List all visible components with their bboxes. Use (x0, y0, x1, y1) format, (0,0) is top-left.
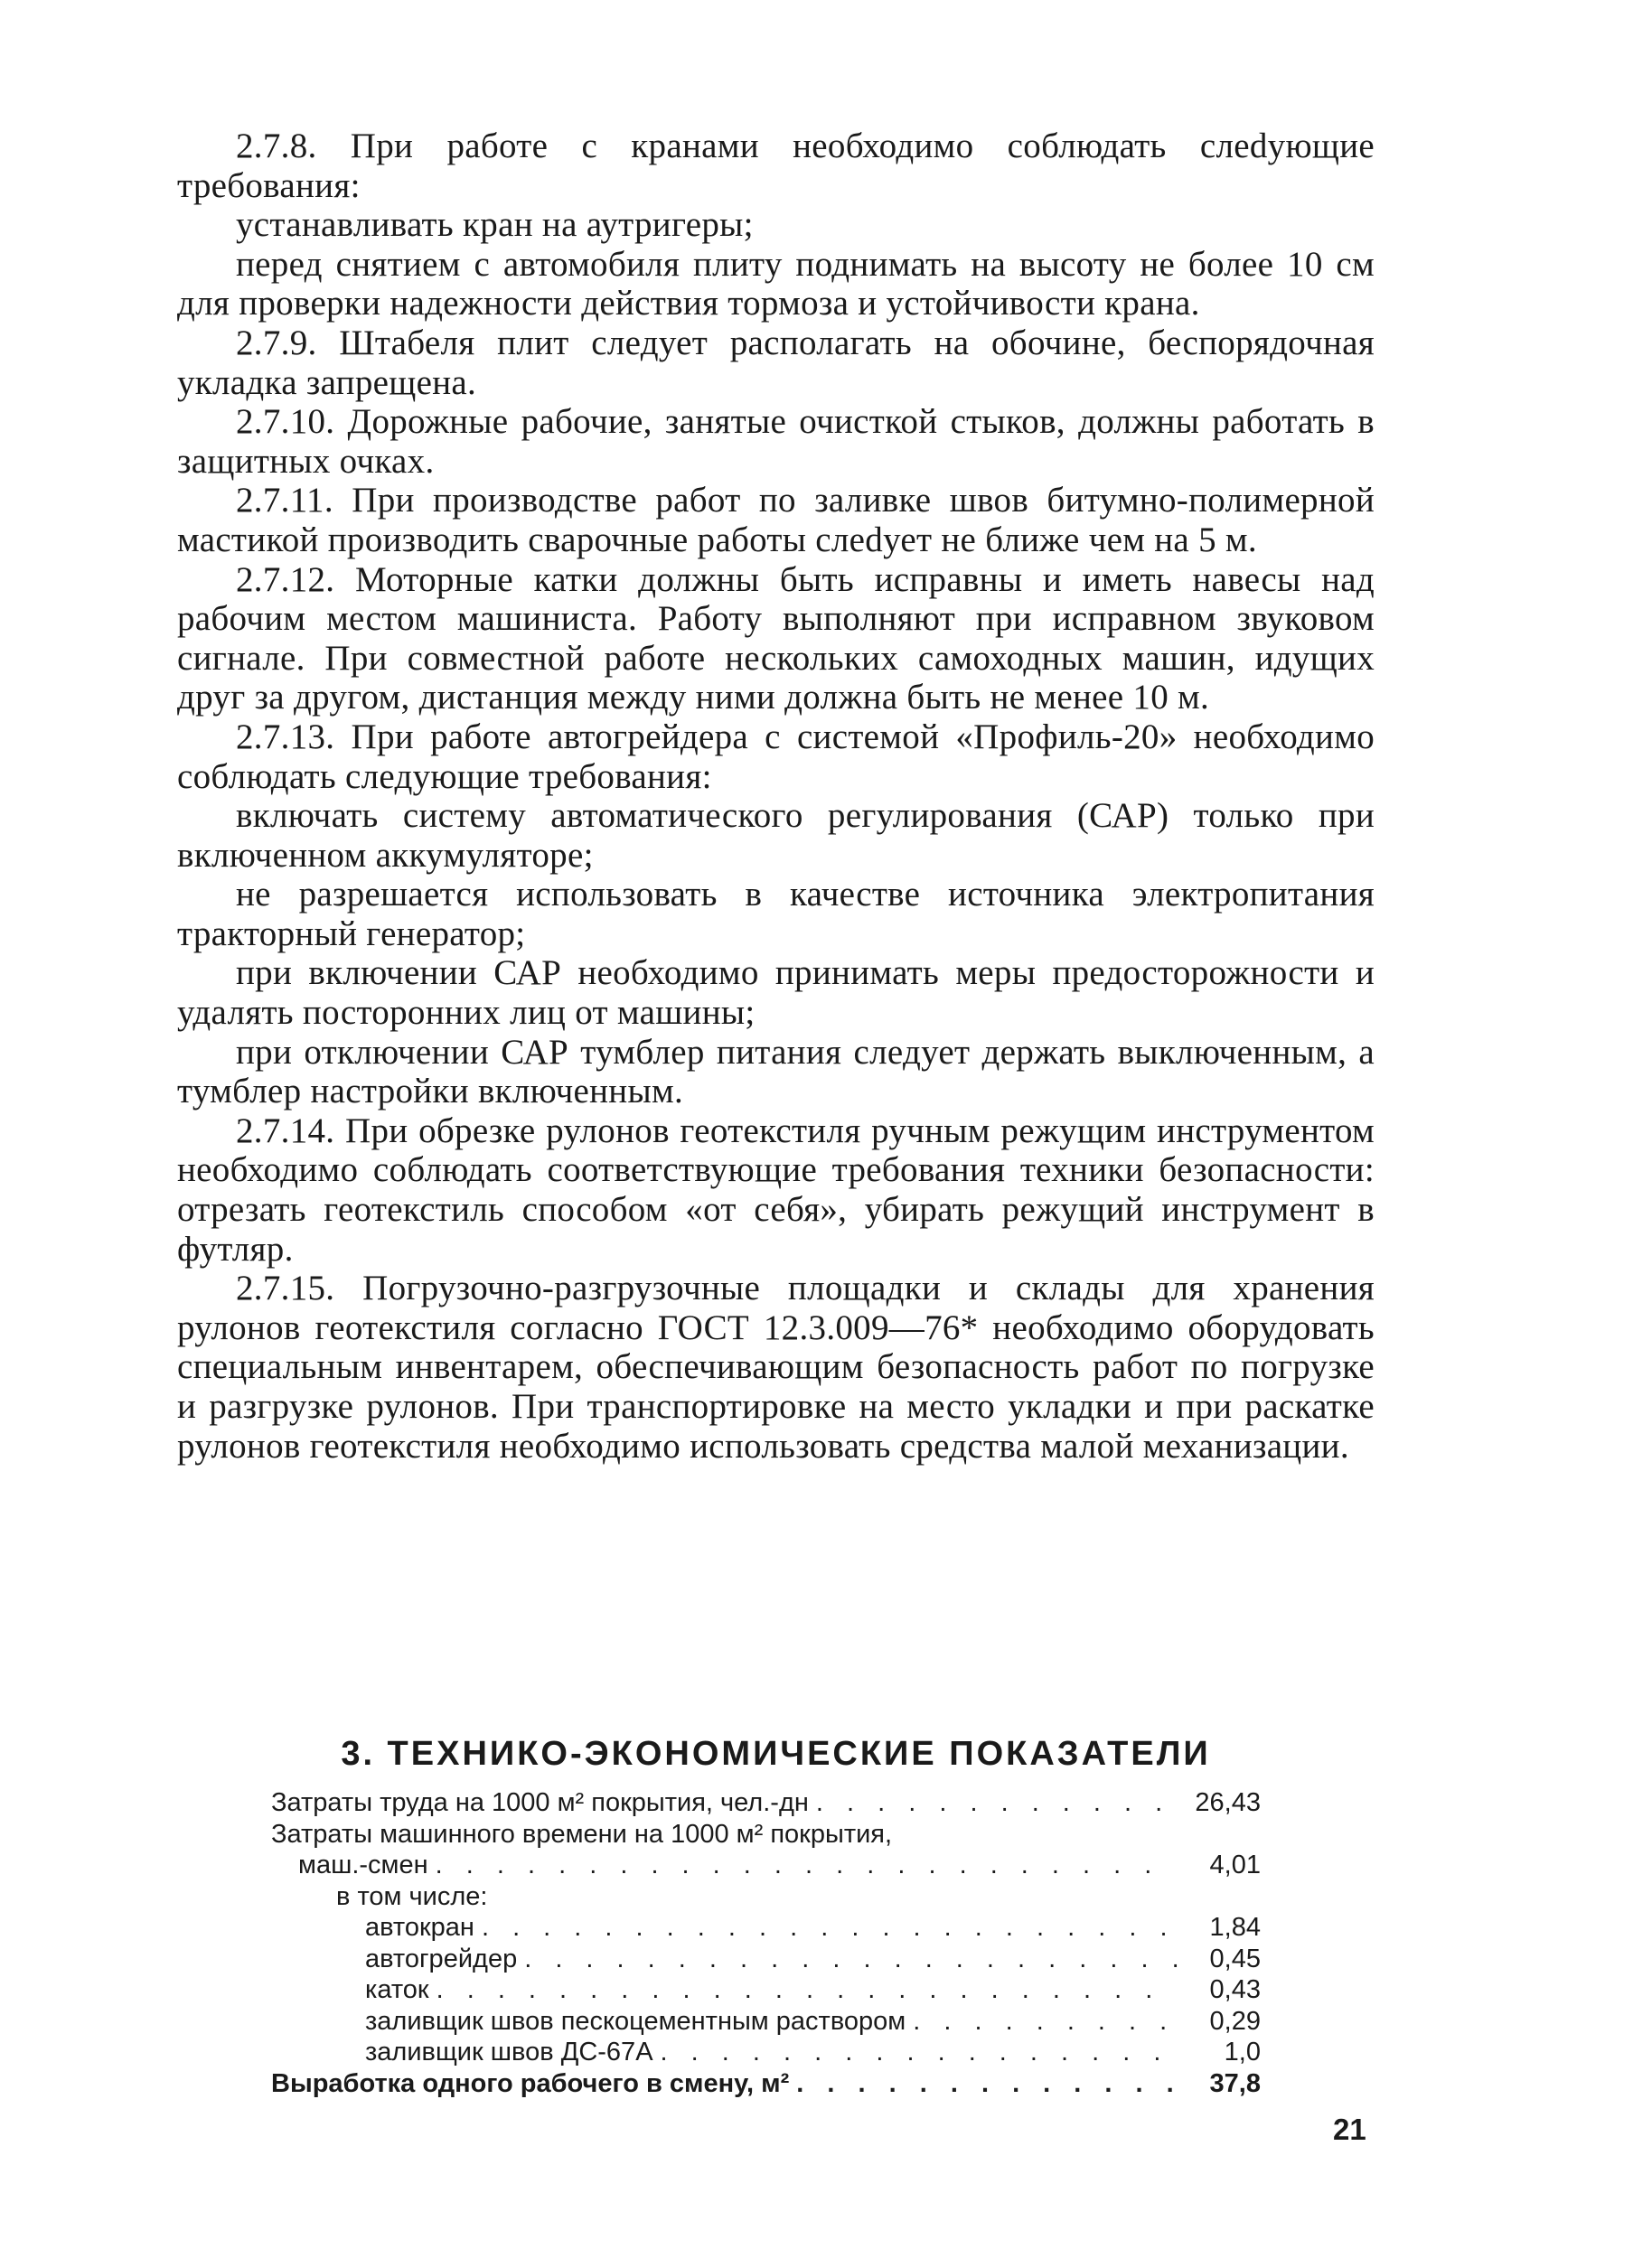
indicator-row-roller (271, 1974, 1261, 2006)
indicator-value: 4,01 (1209, 1851, 1261, 1879)
paragraph-2-7-10: 2.7.10. Дорожные рабочие, занятые очисткой стыков, должны работать в защитных очках. (177, 402, 1375, 481)
indicator-label: в том числе: (336, 1881, 488, 1911)
indicator-row-grader (271, 1944, 1261, 1975)
indicator-value: 0,45 (1209, 1944, 1261, 1973)
paragraph-2-7-9: 2.7.9. Штабеля плит следует располагать на обочине, беспорядочная укладка запрещена. (177, 323, 1375, 402)
paragraph-sar-switch: при отключении САР тумблер питания следует держать выключенным, а тумблер настройки включенным. (177, 1032, 1375, 1111)
dot-leader (661, 2037, 1178, 2068)
indicator-label: автокран (365, 1913, 474, 1942)
indicator-row-machine (271, 1850, 1261, 1881)
dot-leader (913, 2006, 1178, 2038)
indicators-table (271, 1787, 1261, 2099)
section-title: 3. ТЕХНИКО-ЭКОНОМИЧЕСКИЕ ПОКАЗАТЕЛИ (341, 1735, 1211, 1773)
page-number: 21 (1333, 2113, 1366, 2146)
indicator-label: каток (365, 1975, 429, 2004)
indicator-row-output (271, 2068, 1261, 2100)
body-text (177, 127, 1375, 1466)
indicator-row-including (271, 1881, 1261, 1913)
indicator-label: заливщик швов пескоцементным раствором (365, 2006, 906, 2036)
paragraph-2-7-13: 2.7.13. При работе автогрейдера с системой «Профиль-20» необходимо соблюдать следующие требования: (177, 717, 1375, 796)
indicator-row-seam-filler-ds67a (271, 2037, 1261, 2068)
indicator-row-seam-filler-mortar (271, 2006, 1261, 2038)
paragraph-2-7-14: 2.7.14. При обрезке рулонов геотекстиля ручным режущим инструментом необходимо соблюдать соответствующие требования техники безопасности: отрезать геотекстиль способом «от себя», убирать режущий инструмент в футляр. (177, 1111, 1375, 1269)
paragraph-2-7-8: 2.7.8. При работе с кранами необходимо соблюдать слеdующие требования: (177, 127, 1375, 205)
indicator-value: 0,29 (1209, 2006, 1261, 2036)
paragraph-outriggers: устанавливать кран на аутригеры; (236, 205, 754, 245)
indicator-value: 1,84 (1209, 1913, 1261, 1942)
dot-leader (816, 1787, 1178, 1819)
indicator-label: автогрейдер (365, 1944, 518, 1973)
indicator-row-labor (271, 1787, 1261, 1819)
paragraph-sar-battery: включать систему автоматического регулирования (САР) только при включенном аккумуляторе; (177, 796, 1375, 875)
paragraph-2-7-12: 2.7.12. Моторные катки должны быть исправны и иметь навесы над рабочим местом машиниста. Работу выполняют при исправном звуковом сигнале. При совместной работе нескольких самоходных машин, идущих друг за другом, дистанция между ними должна быть не менее 10 м. (177, 559, 1375, 717)
dot-leader (796, 2068, 1178, 2100)
indicator-label: Затраты труда на 1000 м² покрытия, чел.-дн (271, 1788, 809, 1817)
indicator-label: Выработка одного рабочего в смену, м² (271, 2068, 790, 2098)
indicator-label: Затраты машинного времени на 1000 м² покрытия, (271, 1819, 893, 1849)
paragraph-sar-precautions: при включении САР необходимо принимать меры предосторожности и удалять посторонних лиц от машины; (177, 953, 1375, 1033)
indicator-label: заливщик швов ДС-67А (365, 2038, 653, 2067)
paragraph-2-7-15: 2.7.15. Погрузочно-разгрузочные площадки и склады для хранения рулонов геотекстиля согласно ГОСТ 12.3.009—76* необходимо оборудовать специальным инвентарем, обеспечивающим безопасность работ по погрузке и разгрузке рулонов. При транспортировке на место укладки и при раскатке рулонов геотекстиля необходимо использовать средства малой механизации. (177, 1269, 1375, 1466)
paragraph-2-7-11: 2.7.11. При производстве работ по заливке швов битумно-полимерной мастикой производить сварочные работы слеdует не ближе чем на 5 м. (177, 481, 1375, 559)
indicator-value: 37,8 (1209, 2068, 1261, 2098)
paragraph-sar-generator: не разрешается использовать в качестве источника электропитания тракторный генератор; (177, 875, 1375, 953)
indicator-row-autocrane (271, 1912, 1261, 1944)
indicator-value: 26,43 (1195, 1788, 1261, 1817)
dot-leader (482, 1912, 1178, 1944)
dot-leader (524, 1944, 1178, 1975)
paragraph-lifting: перед снятием с автомобиля плиту поднимать на высоту не более 10 см для проверки надежности действия тормоза и устойчивости крана. (177, 244, 1375, 323)
indicator-label: маш.-смен (298, 1851, 428, 1879)
dot-leader (436, 1974, 1178, 2006)
indicator-value: 1,0 (1224, 2038, 1261, 2067)
indicator-row-machine-heading (271, 1819, 1261, 1851)
dot-leader (436, 1850, 1178, 1881)
indicator-value: 0,43 (1209, 1975, 1261, 2004)
